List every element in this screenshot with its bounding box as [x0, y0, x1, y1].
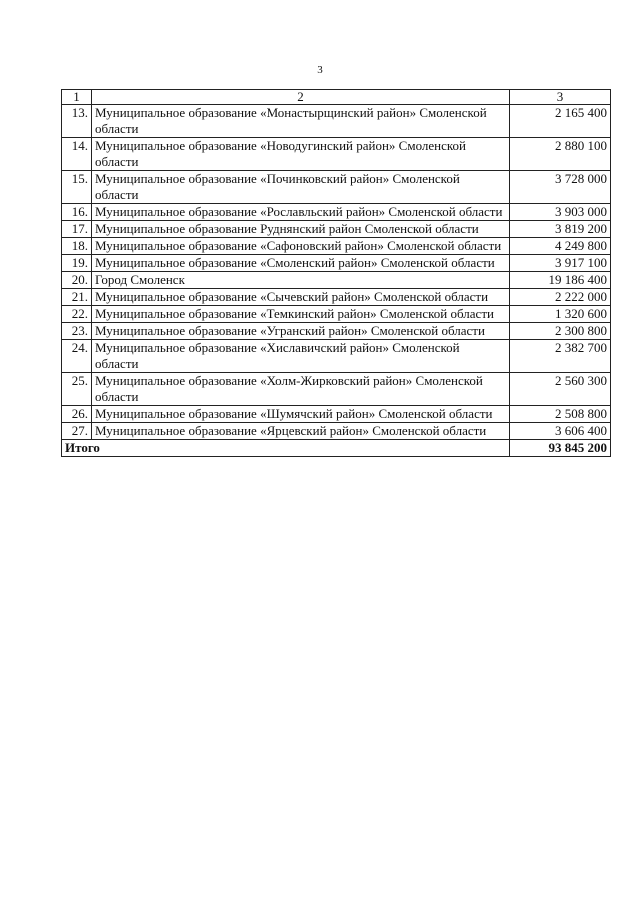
row-number-cell: 15.: [62, 171, 92, 204]
total-label: Итого: [62, 440, 510, 457]
amount-cell: 3 903 000: [510, 204, 611, 221]
municipality-name-cell: Муниципальное образование «Монастырщинский район» Смоленской области: [92, 105, 510, 138]
allocation-table: [61, 89, 611, 457]
amount-cell: 2 300 800: [510, 323, 611, 340]
row-number-cell: 26.: [62, 406, 92, 423]
table-row: [62, 373, 611, 406]
amount-cell: 2 508 800: [510, 406, 611, 423]
amount-cell: 3 819 200: [510, 221, 611, 238]
row-number-cell: 19.: [62, 255, 92, 272]
table-row: [62, 171, 611, 204]
municipality-name-cell: Муниципальное образование «Рославльский район» Смоленской области: [92, 204, 510, 221]
table-row: [62, 272, 611, 289]
row-number-cell: 18.: [62, 238, 92, 255]
municipality-name-cell: Муниципальное образование «Холм-Жирковский район» Смоленской области: [92, 373, 510, 406]
amount-cell: 2 880 100: [510, 138, 611, 171]
municipality-name-cell: Муниципальное образование «Новодугинский район» Смоленской области: [92, 138, 510, 171]
amount-cell: 2 222 000: [510, 289, 611, 306]
municipality-name-cell: Муниципальное образование «Сычевский район» Смоленской области: [92, 289, 510, 306]
row-number-cell: 23.: [62, 323, 92, 340]
municipality-name-cell: Муниципальное образование Руднянский район Смоленской области: [92, 221, 510, 238]
amount-cell: 2 382 700: [510, 340, 611, 373]
municipality-name-cell: Муниципальное образование «Шумячский район» Смоленской области: [92, 406, 510, 423]
total-row: [62, 440, 611, 457]
row-number-cell: 24.: [62, 340, 92, 373]
row-number-cell: 13.: [62, 105, 92, 138]
row-number-cell: 14.: [62, 138, 92, 171]
total-amount: 93 845 200: [510, 440, 611, 457]
municipality-name-cell: Муниципальное образование «Угранский район» Смоленской области: [92, 323, 510, 340]
table-row: [62, 289, 611, 306]
amount-cell: 2 560 300: [510, 373, 611, 406]
column-header-number: 1: [62, 90, 92, 105]
municipality-name-cell: Муниципальное образование «Смоленский район» Смоленской области: [92, 255, 510, 272]
municipality-name-cell: Муниципальное образование «Сафоновский район» Смоленской области: [92, 238, 510, 255]
municipality-name-cell: Муниципальное образование «Хиславичский район» Смоленской области: [92, 340, 510, 373]
table-row: [62, 306, 611, 323]
amount-cell: 1 320 600: [510, 306, 611, 323]
amount-cell: 4 249 800: [510, 238, 611, 255]
row-number-cell: 16.: [62, 204, 92, 221]
municipality-name-cell: Муниципальное образование «Темкинский район» Смоленской области: [92, 306, 510, 323]
table-row: [62, 238, 611, 255]
table-row: [62, 138, 611, 171]
table-row: [62, 340, 611, 373]
amount-cell: 2 165 400: [510, 105, 611, 138]
table-row: [62, 221, 611, 238]
column-header-name: 2: [92, 90, 510, 105]
table-row: [62, 204, 611, 221]
row-number-cell: 20.: [62, 272, 92, 289]
municipality-name-cell: Муниципальное образование «Ярцевский район» Смоленской области: [92, 423, 510, 440]
row-number-cell: 25.: [62, 373, 92, 406]
table-row: [62, 423, 611, 440]
row-number-cell: 21.: [62, 289, 92, 306]
row-number-cell: 27.: [62, 423, 92, 440]
column-header-amount: 3: [510, 90, 611, 105]
row-number-cell: 22.: [62, 306, 92, 323]
table-row: [62, 255, 611, 272]
amount-cell: 3 728 000: [510, 171, 611, 204]
table-row: [62, 323, 611, 340]
row-number-cell: 17.: [62, 221, 92, 238]
amount-cell: 3 606 400: [510, 423, 611, 440]
table-row: [62, 105, 611, 138]
table-header-row: [62, 90, 611, 105]
amount-cell: 19 186 400: [510, 272, 611, 289]
page-number: 3: [317, 64, 323, 76]
municipality-name-cell: Муниципальное образование «Починковский район» Смоленской области: [92, 171, 510, 204]
amount-cell: 3 917 100: [510, 255, 611, 272]
municipality-name-cell: Город Смоленск: [92, 272, 510, 289]
table-row: [62, 406, 611, 423]
